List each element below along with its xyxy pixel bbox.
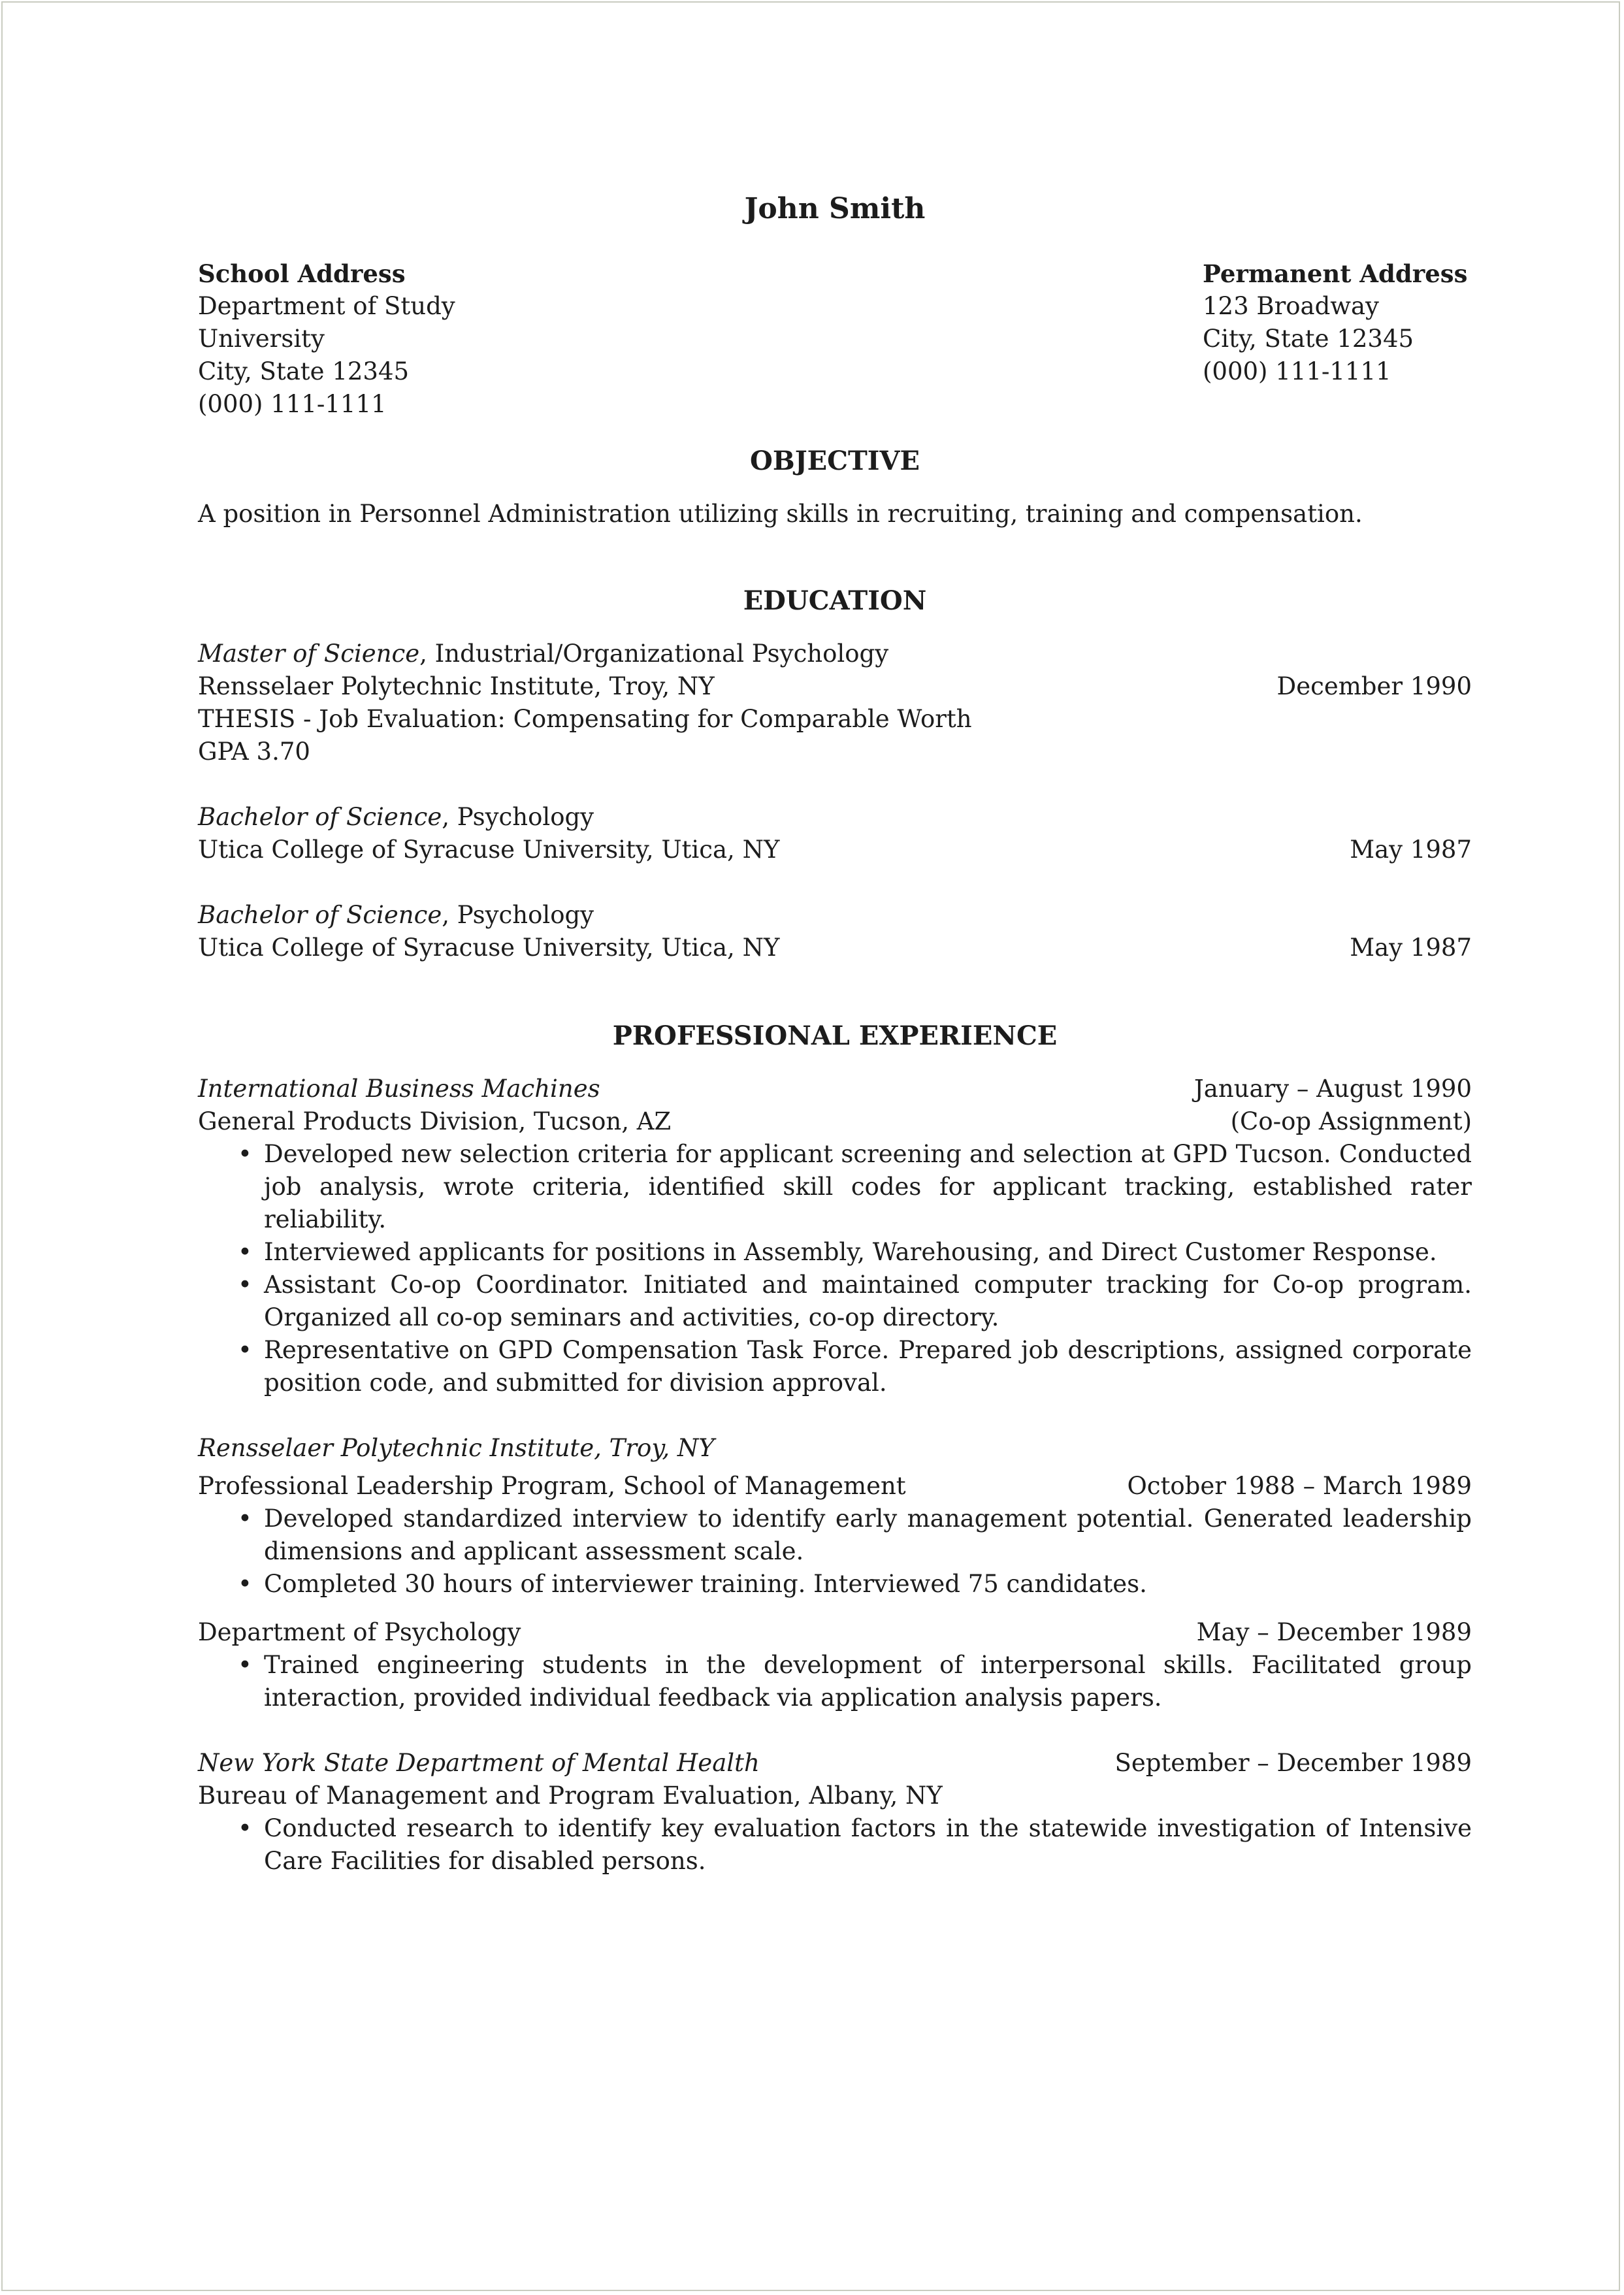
job-division: Bureau of Management and Program Evaluation, Albany, NY — [198, 1782, 943, 1810]
permanent-address — [1203, 257, 1472, 421]
permanent-address-line: (000) 111-1111 — [1203, 357, 1391, 385]
resume-name: John Smith — [744, 192, 926, 225]
education-entry — [198, 801, 1472, 866]
education-heading: EDUCATION — [743, 585, 927, 616]
bullet-item: • Completed 30 hours of interviewer training. Interviewed 75 candidates. — [264, 1568, 1472, 1601]
job-bullets — [198, 1503, 1472, 1601]
job-entry-ibm — [198, 1073, 1472, 1399]
degree-title: Master of Science — [198, 640, 420, 668]
address-row — [198, 257, 1472, 421]
experience-heading: PROFESSIONAL EXPERIENCE — [612, 1020, 1058, 1051]
bullet-item: • Developed standardized interview to identify early management potential. Generated leadership dimensions and applicant assessment scale. — [264, 1503, 1472, 1568]
job-date: October 1988 – March 1989 — [1127, 1472, 1472, 1500]
bullet-item: • Interviewed applicants for positions in Assembly, Warehousing, and Direct Customer Response. — [264, 1236, 1472, 1269]
thesis-line: THESIS - Job Evaluation: Compensating for Comparable Worth — [198, 705, 972, 733]
permanent-address-line: 123 Broadway — [1203, 292, 1379, 320]
school-address-heading: School Address — [198, 259, 406, 288]
permanent-address-heading: Permanent Address — [1203, 259, 1468, 288]
graduation-date: May 1987 — [1350, 836, 1472, 864]
degree-title: Bachelor of Science — [198, 901, 442, 929]
school-name: Utica College of Syracuse University, Utica, NY — [198, 836, 780, 864]
job-bullets — [198, 1812, 1472, 1878]
school-address-line: Department of Study — [198, 292, 455, 320]
bullet-item: • Representative on GPD Compensation Task Force. Prepared job descriptions, assigned corporate position code, and submitted for division approval. — [264, 1334, 1472, 1399]
permanent-address-line: City, State 12345 — [1203, 325, 1414, 353]
employer-name: Rensselaer Polytechnic Institute, Troy, NY — [198, 1434, 715, 1462]
degree-field: , Psychology — [442, 803, 594, 831]
school-address-line: (000) 111-1111 — [198, 390, 387, 418]
objective-heading: OBJECTIVE — [750, 446, 920, 476]
graduation-date: May 1987 — [1350, 934, 1472, 962]
resume-page — [198, 189, 1472, 1878]
bullet-item: • Assistant Co-op Coordinator. Initiated and maintained computer tracking for Co-op program. Organized all co-op seminars and activities, co-op directory. — [264, 1269, 1472, 1334]
job-bullets — [198, 1138, 1472, 1399]
education-entry — [198, 899, 1472, 964]
department-name: Department of Psychology — [198, 1618, 521, 1646]
objective-text: A position in Personnel Administration utilizing skills in recruiting, training and compensation. — [198, 500, 1363, 528]
job-date: January – August 1990 — [1194, 1075, 1472, 1103]
bullet-item: • Trained engineering students in the development of interpersonal skills. Facilitated group interaction, provided individual feedback via application analysis papers. — [264, 1649, 1472, 1714]
graduation-date: December 1990 — [1276, 672, 1472, 700]
school-name: Utica College of Syracuse University, Utica, NY — [198, 934, 780, 962]
school-address — [198, 257, 455, 421]
job-division: General Products Division, Tucson, AZ — [198, 1107, 672, 1135]
job-date: May – December 1989 — [1196, 1618, 1472, 1646]
degree-field: , Industrial/Organizational Psychology — [419, 640, 889, 668]
bullet-item: • Conducted research to identify key evaluation factors in the statewide investigation of Intensive Care Facilities for disabled persons. — [264, 1812, 1472, 1878]
employer-name: New York State Department of Mental Health — [198, 1749, 760, 1777]
job-entry-nys — [198, 1747, 1472, 1878]
employer-name: International Business Machines — [198, 1075, 600, 1103]
job-date: September – December 1989 — [1114, 1749, 1472, 1777]
gpa-line: GPA 3.70 — [198, 738, 310, 766]
education-entry — [198, 638, 1472, 768]
degree-field: , Psychology — [442, 901, 594, 929]
job-note: (Co-op Assignment) — [1230, 1107, 1472, 1135]
bullet-item: • Developed new selection criteria for applicant screening and selection at GPD Tucson. Conducted job analysis, wrote criteria, identified skill codes for applicant tracking, established rater reliability. — [264, 1138, 1472, 1236]
school-address-line: University — [198, 325, 325, 353]
school-address-line: City, State 12345 — [198, 357, 410, 385]
school-name: Rensselaer Polytechnic Institute, Troy, NY — [198, 672, 715, 700]
program-name: Professional Leadership Program, School of Management — [198, 1472, 906, 1500]
job-entry-rpi — [198, 1432, 1472, 1714]
degree-title: Bachelor of Science — [198, 803, 442, 831]
job-bullets — [198, 1649, 1472, 1714]
